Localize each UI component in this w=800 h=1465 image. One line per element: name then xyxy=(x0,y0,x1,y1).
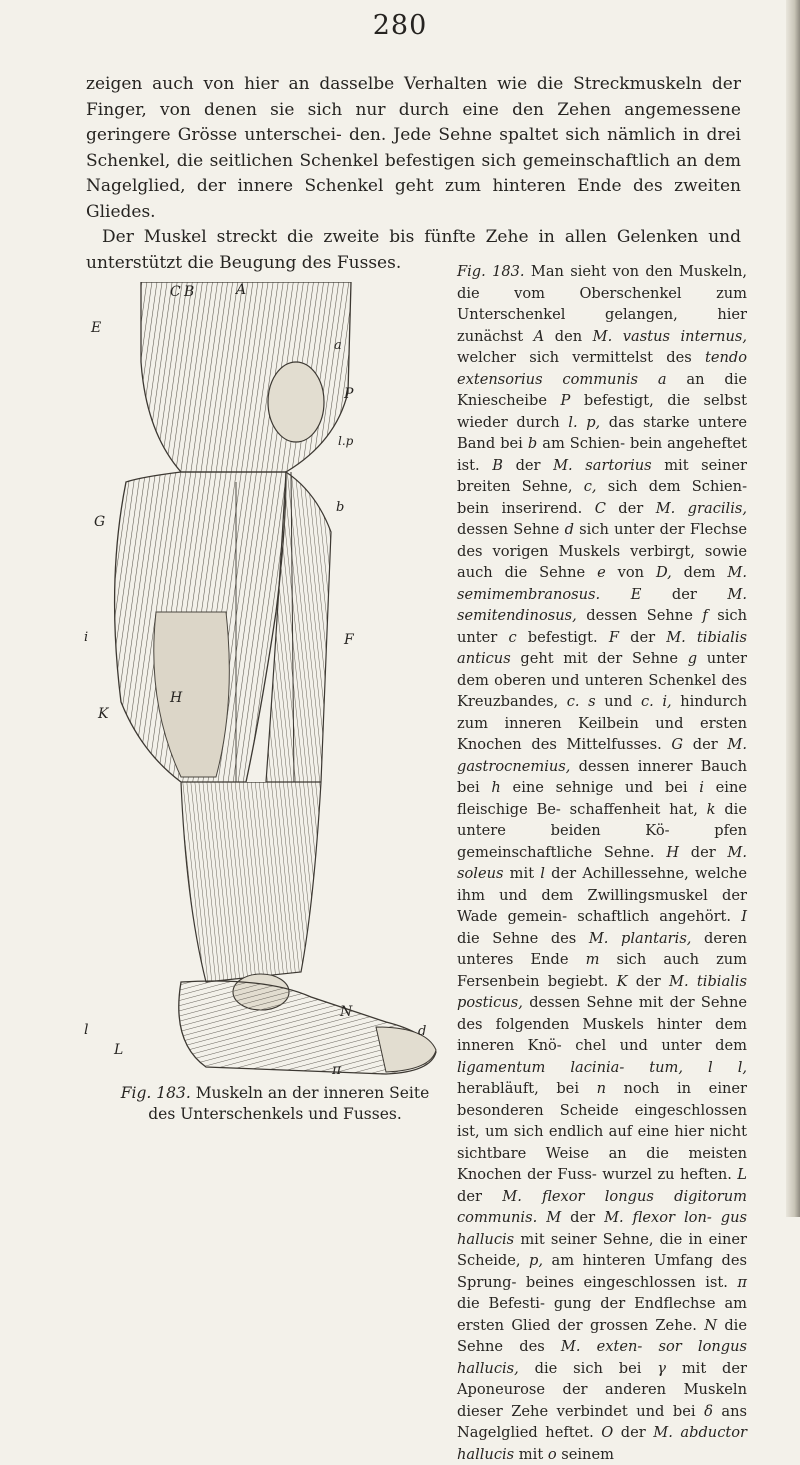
figure-description xyxy=(457,261,747,1465)
description-segment: M. plantaris, xyxy=(588,929,692,947)
description-segment: der xyxy=(683,736,728,753)
description-segment: welcher sich vermittelst des xyxy=(457,349,705,366)
description-segment: mit seiner Sehne, die in einer Scheide, xyxy=(457,1230,747,1269)
description-segment: M. vastus internus, xyxy=(592,327,747,345)
description-segment: π xyxy=(737,1273,747,1291)
fig-label-H: H xyxy=(170,690,183,706)
description-segment: der xyxy=(641,585,728,603)
description-segment: der xyxy=(618,628,667,646)
description-segment: seinem xyxy=(556,1445,614,1463)
description-label: Fig. 183. xyxy=(457,263,525,280)
description-segment: das starke untere Band bei xyxy=(457,413,747,452)
description-segment: b xyxy=(527,435,538,452)
description-segment: d xyxy=(564,521,574,538)
description-segment: M. exten- sor longus hallucis, xyxy=(457,1338,747,1377)
description-segment: γ xyxy=(657,1359,666,1377)
description-segment: der xyxy=(457,1187,503,1205)
description-segment: O xyxy=(601,1424,614,1441)
description-segment: I xyxy=(741,908,747,925)
description-segment: dessen innerer Bauch bei xyxy=(457,757,747,796)
description-segment: und xyxy=(595,693,641,710)
description-segment: an die Kniescheibe xyxy=(457,370,747,409)
description-segment: sich dem Schien- bein inserirend. xyxy=(457,478,747,517)
description-segment: l xyxy=(540,865,545,882)
description-segment: der xyxy=(502,456,554,474)
description-segment: K xyxy=(616,972,628,990)
fig-label-a: a xyxy=(334,338,342,353)
description-segment: n xyxy=(596,1080,607,1097)
description-segment: D, xyxy=(655,564,672,581)
fig-label-F: F xyxy=(344,632,354,648)
anatomical-figure xyxy=(84,282,440,1078)
description-segment: mit xyxy=(503,865,541,882)
description-segment: befestigt, die selbst wieder durch xyxy=(457,392,747,431)
figure-caption-label: Fig. 183. xyxy=(120,1084,191,1102)
description-segment: der xyxy=(561,1209,605,1226)
description-segment: B xyxy=(492,456,503,474)
fig-label-lp: l.p xyxy=(338,434,354,448)
description-segment: k xyxy=(706,800,716,818)
fig-label-A: A xyxy=(236,282,247,298)
description-segment: c, xyxy=(583,478,597,495)
description-segment: sich auch zum Fersenbein begiebt. xyxy=(457,951,747,990)
description-segment: L xyxy=(737,1166,747,1183)
description-segment: M. abductor hallucis xyxy=(457,1424,747,1463)
fig-label-C: C xyxy=(170,284,181,300)
description-segment: M. flexor lon- gus hallucis xyxy=(457,1209,747,1248)
fig-label-G: G xyxy=(94,514,106,530)
description-segment: M. semimembranosus. xyxy=(457,564,747,603)
thigh-muscles xyxy=(141,282,354,472)
description-segment: F xyxy=(608,628,619,646)
description-segment: M. flexor longus digitorum communis. xyxy=(457,1187,748,1226)
description-segment: noch in einer besonderen Scheide eingeschlossen ist, um sich endlich auf eine hier nicht sichtbare Weise an die meisten Knochen der Fuss- wurzel zu heften. xyxy=(457,1080,747,1183)
description-segment: der xyxy=(627,972,670,990)
description-segment: g xyxy=(687,650,698,667)
description-segment: G xyxy=(671,736,684,753)
lower-leg-tendons xyxy=(181,782,321,982)
description-segment: M. tibialis anticus xyxy=(457,628,747,667)
description-segment: δ xyxy=(704,1402,713,1420)
fig-label-b: b xyxy=(336,500,345,515)
description-segment: ligamentum lacinia- tum, l l, xyxy=(457,1058,747,1076)
description-segment xyxy=(600,586,631,603)
description-segment: dem xyxy=(671,564,728,581)
description-segment: sich unter der Flechse des vorigen Muskels verbirgt, sowie auch die Sehne xyxy=(457,521,747,581)
description-segment: herabläuft, bei xyxy=(457,1080,597,1097)
description-segment: c xyxy=(508,628,517,646)
description-segment: den xyxy=(544,327,593,345)
description-segment: unter dem oberen und unteren Schenkel des Kreuzbandes, xyxy=(457,650,747,710)
description-segment: eine sehnige und bei xyxy=(500,779,700,796)
fig-label-K: K xyxy=(98,706,109,722)
description-segment: befestigt. xyxy=(516,628,609,646)
description-segment: N xyxy=(704,1316,717,1334)
description-segment: von xyxy=(605,564,656,581)
description-segment: o xyxy=(547,1445,557,1463)
description-segment: die Befesti- gung der Endflechse am ersten Glied der grossen Zehe. xyxy=(457,1295,747,1334)
description-segment: hindurch zum inneren Keilbein und ersten Knochen des Mittelfusses. xyxy=(457,693,747,753)
description-segment: die Sehne des xyxy=(457,929,589,947)
description-segment: c. i, xyxy=(640,693,672,710)
scan-edge-shadow xyxy=(786,0,800,1217)
description-segment: mit der Aponeurose der anderen Muskeln dieser Zehe verbindet und bei xyxy=(457,1359,747,1420)
description-segment: M. sartorius xyxy=(553,456,652,474)
description-segment: der xyxy=(613,1424,654,1441)
description-segment: sich unter xyxy=(457,607,747,646)
figure-caption-text: Muskeln an der inneren Seite des Unterschenkels und Fusses. xyxy=(148,1084,430,1123)
description-segment: i xyxy=(699,779,704,796)
fig-label-l: l xyxy=(84,1022,89,1038)
description-segment: dessen Sehne xyxy=(457,521,565,538)
description-segment: deren unteres Ende xyxy=(457,929,747,968)
description-segment: M. tibialis posticus, xyxy=(457,972,747,1011)
description-segment: h xyxy=(491,779,501,796)
fig-label-E: E xyxy=(91,320,102,336)
description-segment: c. s xyxy=(566,693,596,710)
big-toe xyxy=(376,1027,436,1072)
description-segment: M. gastrocnemius, xyxy=(457,736,747,775)
fig-label-P: P xyxy=(344,386,354,402)
description-segment: f xyxy=(702,607,708,624)
description-segment: p, xyxy=(529,1252,543,1269)
description-segment: tendo extensorius communis a xyxy=(457,349,747,388)
description-segment: am hinteren Umfang des Sprung- beines eingeschlossen ist. xyxy=(457,1252,747,1291)
patella xyxy=(268,362,324,442)
description-segment: mit seiner breiten Sehne, xyxy=(457,456,747,495)
description-segment: die sich bei xyxy=(518,1359,658,1377)
fig-label-L: L xyxy=(114,1042,124,1058)
description-segment: M xyxy=(546,1209,562,1226)
description-segment: E xyxy=(630,585,642,603)
fig-label-N: N xyxy=(340,1004,353,1020)
description-segment: der xyxy=(605,499,656,517)
figure-caption xyxy=(105,1083,445,1125)
description-segment: die untere beiden Kö- pfen gemeinschaftliche Sehne. xyxy=(457,800,747,861)
fig-label-i: i xyxy=(84,630,89,645)
description-segment: dessen Sehne mit der Sehne des folgenden Muskels hinter dem inneren Knö- chel und unter dem xyxy=(457,994,747,1054)
description-segment: C xyxy=(594,499,606,517)
description-segment: eine fleischige Be- schaffenheit hat, xyxy=(457,779,748,818)
description-body xyxy=(457,263,747,1463)
description-segment: der xyxy=(679,843,728,861)
description-segment xyxy=(537,1209,546,1226)
description-segment: P xyxy=(560,392,571,409)
intro-text xyxy=(86,72,741,276)
intro-paragraph-1: zeigen auch von hier an dasselbe Verhalten wie die Streckmuskeln der Finger, von denen sie sich nur durch eine den Zehen angemessene geringere Grösse unterschei- den. Jede Sehne spaltet sich nämlich in drei Schenkel, die seitlichen Schenkel befestigen sich gemeinschaftlich an dem Nagelglied, der innere Schenkel geht zum hinteren Ende des zweiten Gliedes. xyxy=(86,74,741,222)
description-segment: Man sieht von den Muskeln, die vom Oberschenkel zum Unterschenkel gelangen, hier zunächst xyxy=(457,263,748,345)
description-segment: H xyxy=(666,843,679,861)
description-segment: geht mit der Sehne xyxy=(510,650,688,667)
description-segment: m xyxy=(585,951,600,968)
description-segment: e xyxy=(597,564,606,581)
page-number: 280 xyxy=(372,10,428,41)
description-segment: mit xyxy=(514,1445,548,1463)
fig-label-pi: π xyxy=(332,1062,342,1078)
intro-paragraph-2: Der Muskel streckt die zweite bis fünfte Zehe in allen Gelenken und unterstützt die Beugung des Fusses. xyxy=(86,227,741,273)
description-segment: M. gracilis, xyxy=(655,499,748,517)
fig-label-B: B xyxy=(184,284,195,300)
description-segment: M. soleus xyxy=(457,843,748,882)
fig-label-d: d xyxy=(418,1024,427,1039)
description-segment: l. p, xyxy=(568,413,601,431)
description-segment: dessen Sehne xyxy=(576,607,703,624)
description-segment: ans Nagelglied heftet. xyxy=(457,1402,747,1441)
description-segment: die Sehne des xyxy=(457,1316,747,1355)
description-segment: am Schien- bein angeheftet ist. xyxy=(457,435,747,474)
description-segment: A xyxy=(533,327,545,345)
description-segment: M. semitendinosus, xyxy=(457,585,748,624)
description-segment: der Achillessehne, welche ihm und dem Zwillingsmuskel der Wade gemein- schaftlich angehört. xyxy=(457,865,747,925)
